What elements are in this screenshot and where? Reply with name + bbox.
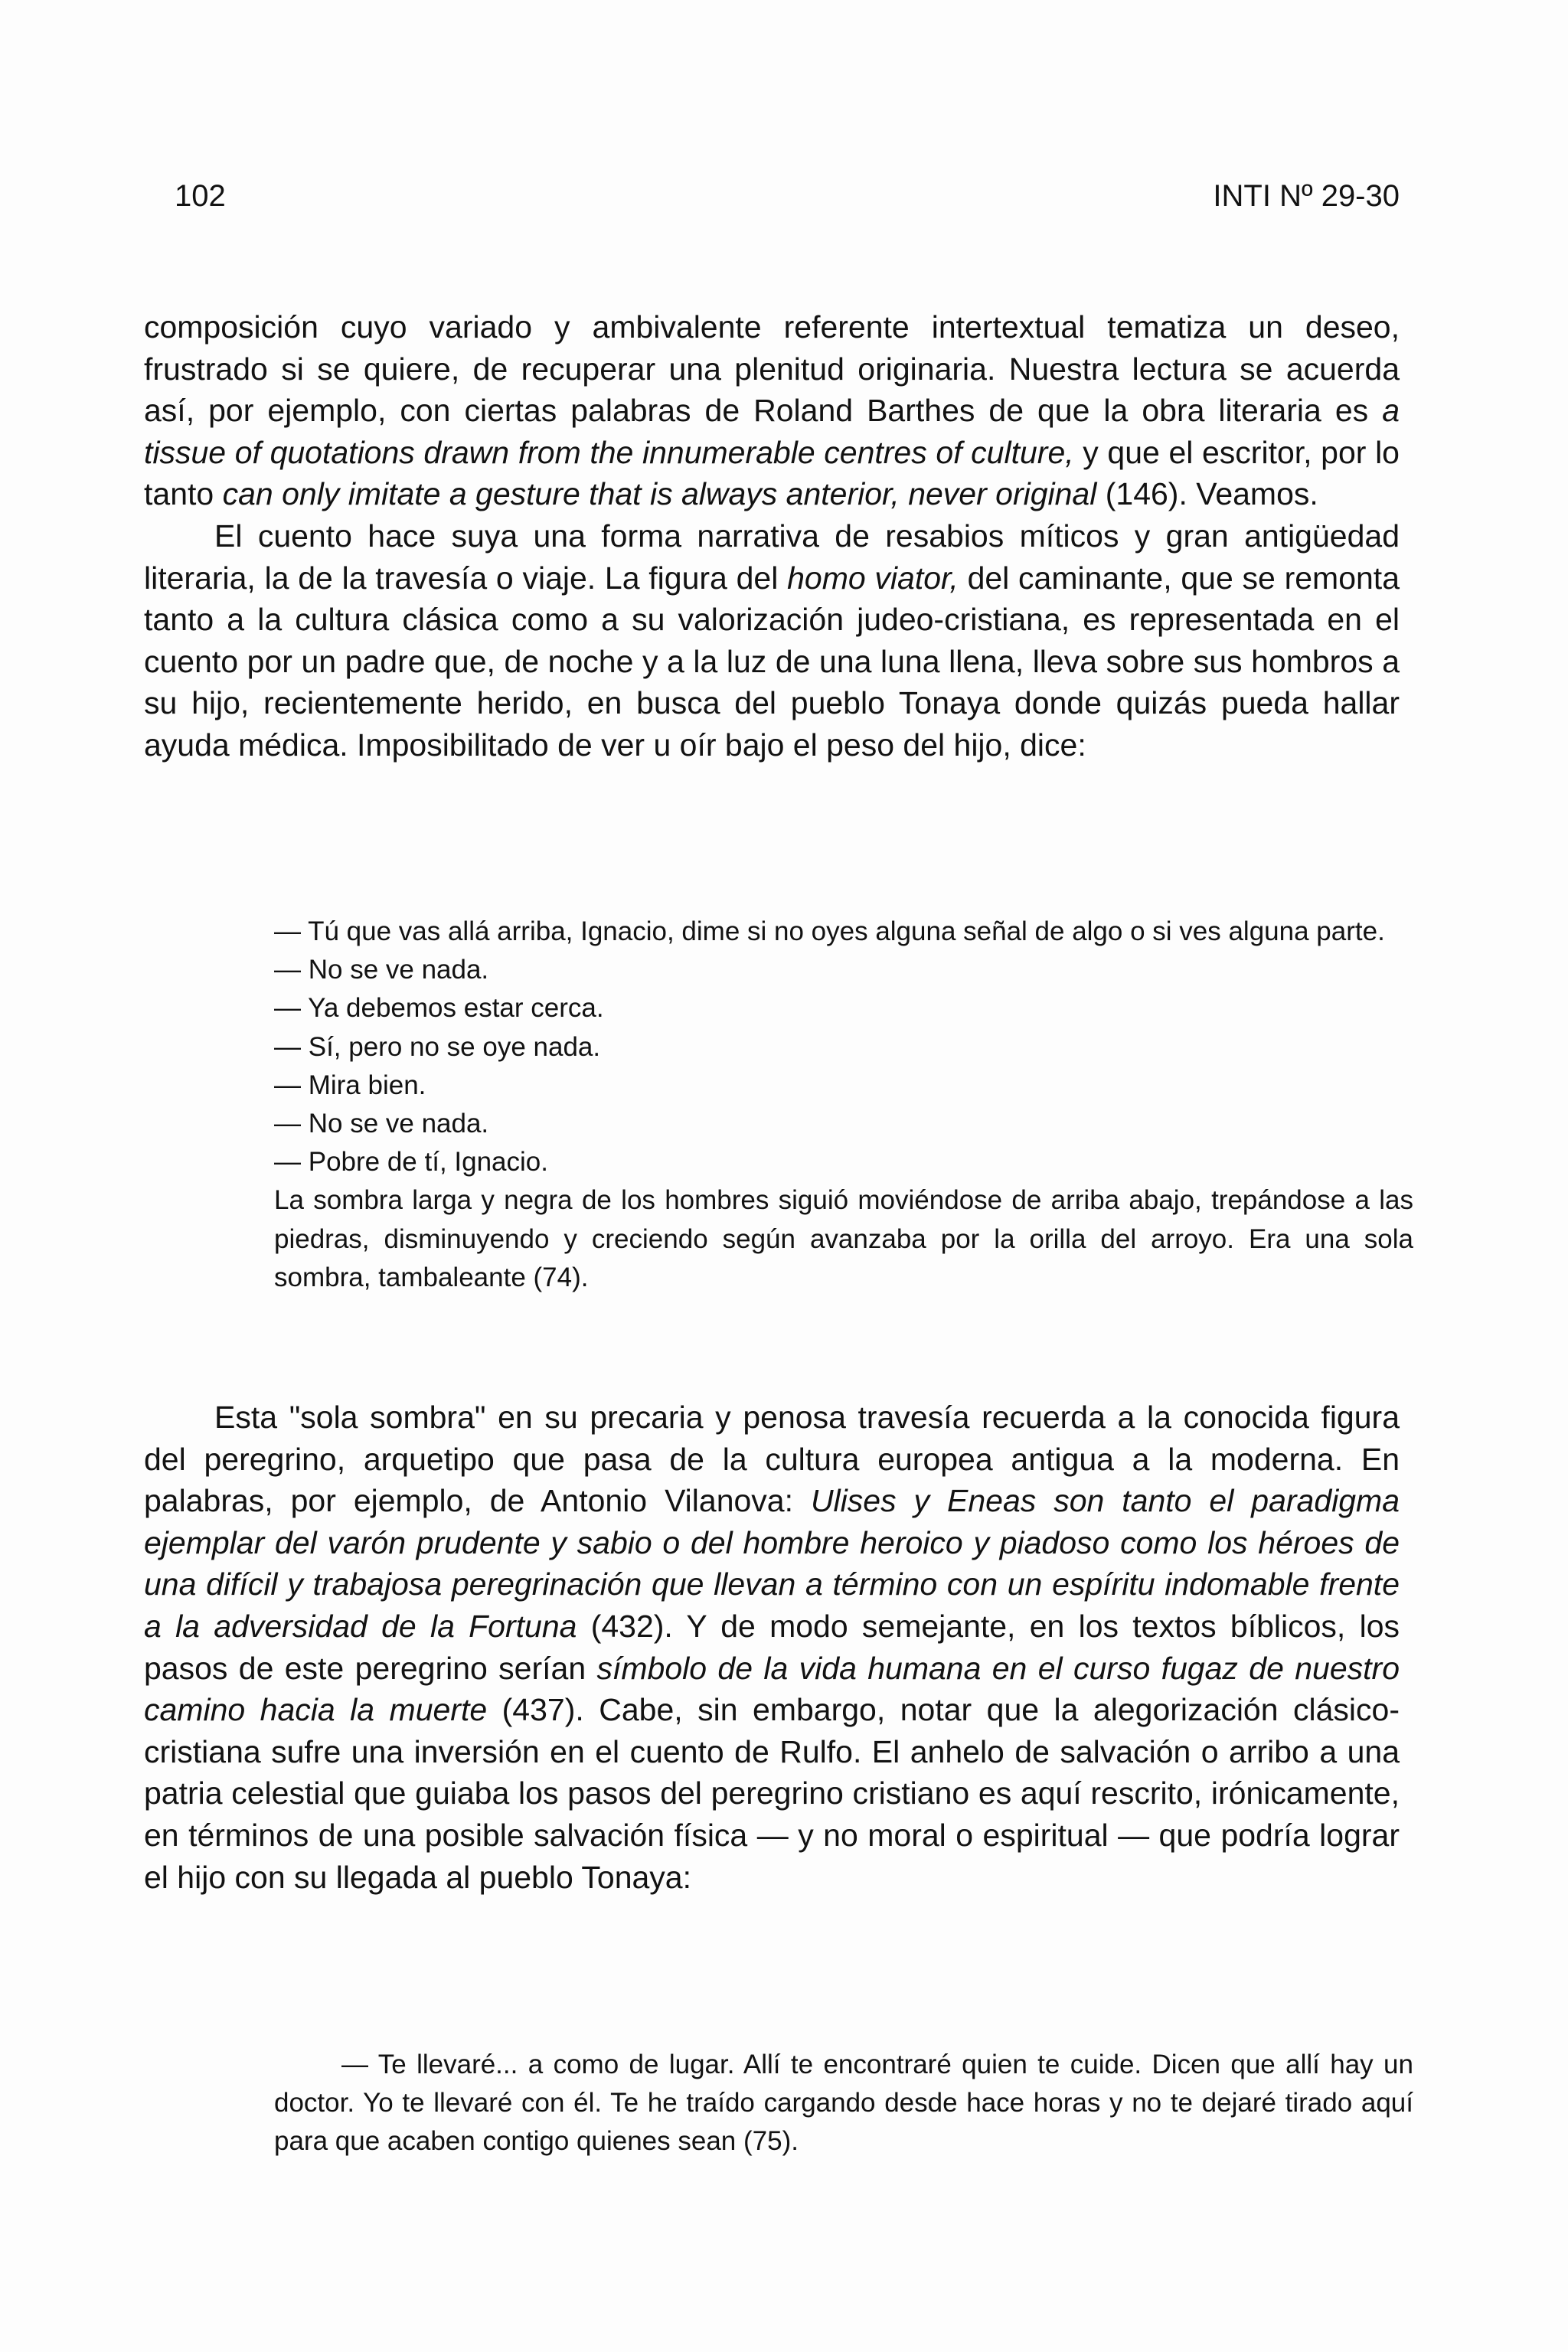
dialogue-line: — No se ve nada.: [274, 955, 489, 985]
block-quote-dialogue: [274, 913, 1413, 1297]
paragraph-2: El cuento hace suya una forma narrativa de resabios míticos y gran antigüedad literaria, la de la travesía o viaje. La figura del homo viator, del caminante, que se remonta tanto a la cultura clásica como a su valorización judeo-cristiana, es representada en el cuento por un padre que, de noche y a la luz de una luna llena, lleva sobre sus hombros a su hijo, recientemente herido, en busca del pueblo Tonaya donde quizás pueda hallar ayuda médica. Imposibilitado de ver u oír bajo el peso del hijo, dice:: [144, 518, 1400, 763]
dialogue-line: — No se ve nada.: [274, 1109, 489, 1139]
vilanova-quote: Ulises y Eneas son tanto el paradigma ejemplar del varón prudente y sabio o del hombre heroico y piadoso como los héroes de una difícil y trabajosa peregrinación que llevan a término con un espíritu indomable frente a la adversidad de la Fortuna: [144, 1483, 1400, 1644]
dialogue-line: — Pobre de tí, Ignacio.: [274, 1147, 548, 1178]
dialogue-line: — Tú que vas allá arriba, Ignacio, dime si no oyes alguna señal de algo o si ves alguna parte.: [274, 916, 1385, 946]
block-quote-final: — Te llevaré... a como de lugar. Allí te encontraré quien te cuide. Dicen que allí hay un doctor. Yo te llevaré con él. Te he traído cargando desde hace horas y no te dejaré tirado aquí para que acaben contigo quienes sean (75).: [274, 2050, 1413, 2157]
homo-viator-term: homo viator,: [787, 560, 959, 596]
page-number: 102: [175, 179, 226, 213]
dialogue-line: — Ya debemos estar cerca.: [274, 993, 604, 1024]
paragraph-3: Esta "sola sombra" en su precaria y penosa travesía recuerda a la conocida figura del peregrino, arquetipo que pasa de la cultura europea antigua a la moderna. En palabras, por ejemplo, de Antonio Vilanova: Ulises y Eneas son tanto el paradigma ejemplar del varón prudente y sabio o del hombre heroico y piadoso como los héroes de una difícil y trabajosa peregrinación que llevan a término con un espíritu indomable frente a la adversidad de la Fortuna (432). Y de modo semejante, en los textos bíblicos, los pasos de este peregrino serían símbolo de la vida humana en el curso fugaz de nuestro camino hacia la muerte (437). Cabe, sin embargo, notar que la alegorización clásico-cristiana sufre una inversión en el cuento de Rulfo. El anhelo de salvación o arribo a una patria celestial que guiaba los pasos del peregrino cristiano es aquí rescrito, irónicamente, en términos de una posible salvación física — y no moral o espiritual — que podría lograr el hijo con su llegada al pueblo Tonaya:: [144, 1400, 1400, 1895]
paragraph-1: composición cuyo variado y ambivalente referente intertextual tematiza un deseo, frustrado si se quiere, de recuperar una plenitud originaria. Nuestra lectura se acuerda así, por ejemplo, con ciertas palabras de Roland Barthes de que la obra literaria es a tissue of quotations drawn from the innumerable centres of culture, y que el escritor, por lo tanto can only imitate a gesture that is always anterior, never original (146). Veamos.: [144, 309, 1400, 512]
barthes-quote-1: a tissue of quotations drawn from the innumerable centres of culture,: [144, 393, 1400, 470]
journal-title: INTI Nº 29-30: [1213, 179, 1400, 213]
body-paragraphs-1: [144, 306, 1400, 766]
dialogue-line: — Mira bien.: [274, 1070, 426, 1100]
biblical-quote: símbolo de la vida humana en el curso fugaz de nuestro camino hacia la muerte: [144, 1650, 1400, 1728]
barthes-quote-2: can only imitate a gesture that is always anterior, never original: [222, 476, 1097, 512]
quote-closing-paragraph: La sombra larga y negra de los hombres siguió moviéndose de arriba abajo, trepándose a las piedras, disminuyendo y creciendo según avanzaba por la orilla del arroyo. Era una sola sombra, tambaleante (74).: [274, 1185, 1413, 1292]
dialogue-line: — Sí, pero no se oye nada.: [274, 1031, 601, 1062]
